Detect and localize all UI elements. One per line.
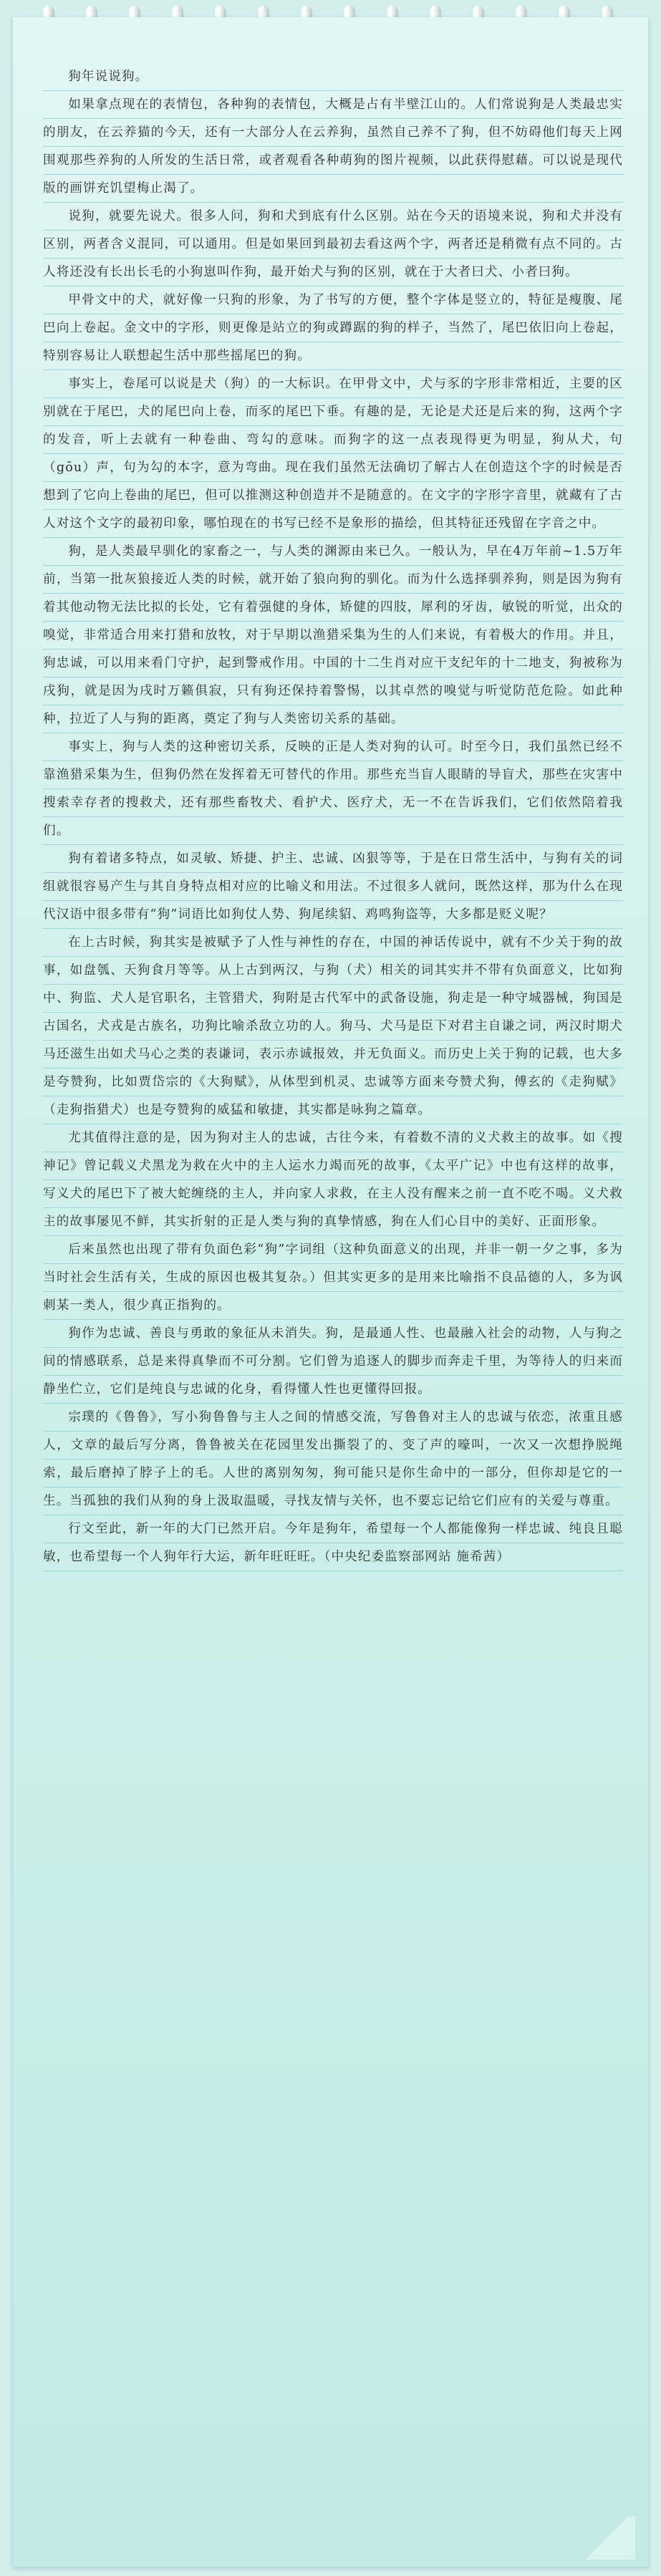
- article-paragraph: 狗作为忠诚、善良与勇敢的象征从未消失。狗，是最通人性、也最融入社会的动物，人与狗之间的情感联系，总是来得真挚而不可分割。它们曾为追逐人的脚步而奔走千里，为等待人的归来而静坐伫立，它们是纯良与忠诚的化身，看得懂人性也更懂得回报。: [43, 1320, 623, 1404]
- article-paragraph: 事实上，卷尾可以说是犬（狗）的一大标识。在甲骨文中，犬与豕的字形非常相近，主要的区别就在于尾巴，犬的尾巴向上卷，而豕的尾巴下垂。有趣的是，无论是犬还是后来的狗，这两个字的发音，听上去就有一种卷曲、弯勾的意味。而狗字的这一点表现得更为明显，狗从犬，句（gōu）声，句为勾的本字，意为弯曲。现在我们虽然无法确切了解古人在创造这个字的时候是否想到了它向上卷曲的尾巴，但可以推测这种创造并不是随意的。在文字的字形字音里，就藏有了古人对这个文字的最初印象，哪怕现在的书写已经不是象形的描绘，但其特征还残留在字音之中。: [43, 370, 623, 538]
- article-paragraph: 狗年说说狗。: [43, 63, 623, 91]
- article-paragraph: 如果拿点现在的表情包，各种狗的表情包，大概是占有半壁江山的。人们常说狗是人类最忠实的朋友，在云养猫的今天，还有一大部分人在云养狗，虽然自己养不了狗，但不妨碍他们每天上网围观那些养狗的人所发的生活日常，或者观看各种萌狗的图片视频，以此获得慰藉。可以说是现代版的画饼充饥望梅止渴了。: [43, 91, 623, 203]
- article-paragraph: 甲骨文中的犬，就好像一只狗的形象，为了书写的方便，整个字体是竖立的，特征是瘦腹、尾巴向上卷起。金文中的字形，则更像是站立的狗或蹲踞的狗的样子，当然了，尾巴依旧向上卷起，特别容易让人联想起生活中那些摇尾巴的狗。: [43, 286, 623, 370]
- article-paragraph: 事实上，狗与人类的这种密切关系，反映的正是人类对狗的认可。时至今日，我们虽然已经不靠渔猎采集为生，但狗仍然在发挥着无可替代的作用。那些充当盲人眼睛的导盲犬，那些在灾害中搜索幸存者的搜救犬，还有那些畜牧犬、看护犬、医疗犬，无一不在告诉我们，它们依然陪着我们。: [43, 733, 623, 845]
- article-paragraph: 宗璞的《鲁鲁》，写小狗鲁鲁与主人之间的情感交流，写鲁鲁对主人的忠诚与依恋，浓重且感人，文章的最后写分离，鲁鲁被关在花园里发出撕裂了的、变了声的嚎叫，一次又一次想挣脱绳索，最后磨掉了脖子上的毛。人世的离别匆匆，狗可能只是你生命中的一部分，但你却是它的一生。当孤独的我们从狗的身上汲取温暖，寻找友情与关怀，也不要忘记给它们应有的关爱与尊重。: [43, 1404, 623, 1515]
- article-paragraph: 在上古时候，狗其实是被赋予了人性与神性的存在，中国的神话传说中，就有不少关于狗的故事，如盘瓠、天狗食月等等。从上古到两汉，与狗（犬）相关的词其实并不带有负面意义，比如狗中、狗监、犬人是官职名，主管猎犬，狗附是古代军中的武备设施，狗走是一种守城器械，狗国是古国名，犬戎是古族名，功狗比喻杀敌立功的人。狗马、犬马是臣下对君主自谦之词，两汉时期犬马还滋生出如犬马心之类的表谦词，表示赤诚报效，并无负面义。而历史上关于狗的记载，也大多是夸赞狗，比如贾岱宗的《大狗赋》，从体型到机灵、忠诚等方面来夸赞犬狗，傅玄的《走狗赋》（走狗指猎犬）也是夸赞狗的威猛和敏捷，其实都是咏狗之篇章。: [43, 929, 623, 1124]
- page-curl: [578, 2517, 635, 2560]
- article-paragraph: 狗有着诸多特点，如灵敏、矫捷、护主、忠诚、凶狠等等，于是在日常生活中，与狗有关的词组就很容易产生与其自身特点相对应的比喻义和用法。不过很多人就问，既然这样，那为什么在现代汉语中很多带有“狗”词语比如狗仗人势、狗尾续貂、鸡鸣狗盗等，大多都是贬义呢？: [43, 845, 623, 929]
- article-paragraph: 行文至此，新一年的大门已然开启。今年是狗年，希望每一个人都能像狗一样忠诚、纯良且聪敏，也希望每一个人狗年行大运，新年旺旺旺。（中央纪委监察部网站 施希茜）: [43, 1515, 623, 1571]
- article-paragraph: 狗，是人类最早驯化的家畜之一，与人类的渊源由来已久。一般认为，早在4万年前~1.5万年前，当第一批灰狼接近人类的时候，就开始了狼向狗的驯化。而为什么选择驯养狗，则是因为狗有着其他动物无法比拟的长处，它有着强健的身体，矫健的四肢，犀利的牙齿，敏锐的听觉，出众的嗅觉，非常适合用来打猎和放牧，对于早期以渔猎采集为生的人们来说，有着极大的作用。并且，狗忠诚，可以用来看门守护，起到警戒作用。中国的十二生肖对应干支纪年的十二地支，狗被称为戌狗，就是因为戌时万籁俱寂，只有狗还保持着警惕，以其卓然的嗅觉与听觉防范危险。如此种种，拉近了人与狗的距离，奠定了狗与人类密切关系的基础。: [43, 538, 623, 733]
- article-paragraph: 后来虽然也出现了带有负面色彩“狗”字词组（这种负面意义的出现，并非一朝一夕之事，多为当时社会生活有关，生成的原因也极其复杂。）但其实更多的是用来比喻指不良品德的人，多为讽刺某一类人，很少真正指狗的。: [43, 1236, 623, 1320]
- article-body: [43, 63, 623, 1571]
- article-paragraph: 尤其值得注意的是，因为狗对主人的忠诚，古往今来，有着数不清的义犬救主的故事。如《搜神记》曾记载义犬黑龙为救在火中的主人运水力竭而死的故事，《太平广记》中也有这样的故事，写义犬的尾巴下了被大蛇缠绕的主人，并向家人求救，在主人没有醒来之前一直不吃不喝。义犬救主的故事屡见不鲜，其实折射的正是人类与狗的真挚情感，狗在人们心目中的美好、正面形象。: [43, 1124, 623, 1236]
- article-paragraph: 说狗，就要先说犬。很多人问，狗和犬到底有什么区别。站在今天的语境来说，狗和犬并没有区别，两者含义混同，可以通用。但是如果回到最初去看这两个字，两者还是稍微有点不同的。古人将还没有长出长毛的小狗崽叫作狗，最开始犬与狗的区别，就在于大者曰犬、小者曰狗。: [43, 203, 623, 286]
